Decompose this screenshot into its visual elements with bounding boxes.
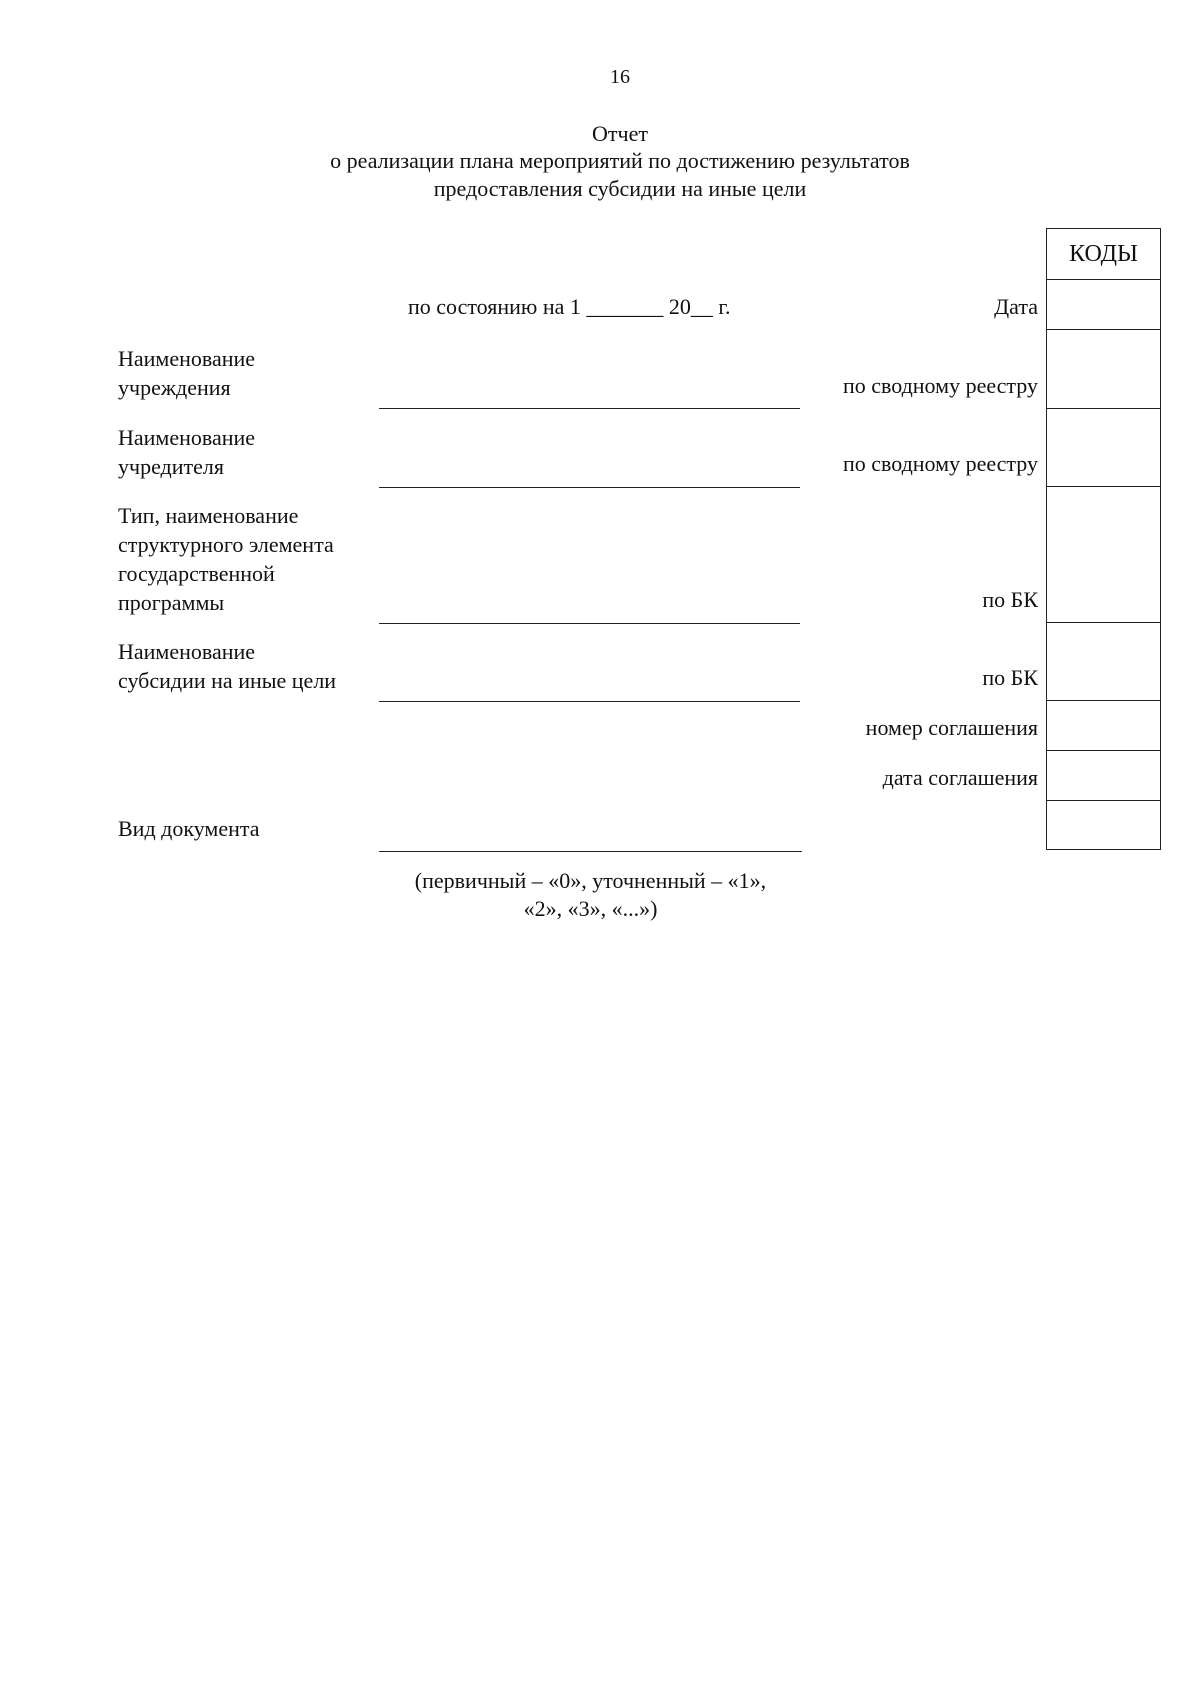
doc-type-note-line2: «2», «3», «...») <box>523 896 658 921</box>
code-cell-agreement-date[interactable] <box>1047 750 1160 800</box>
as-of-date: по состоянию на 1 _______ 20__ г. <box>408 294 731 319</box>
report-title: Отчет <box>592 121 648 146</box>
agreement-date-label: дата соглашения <box>882 765 1038 790</box>
bk-label-1: по БК <box>982 587 1038 612</box>
code-cell-registry-2[interactable] <box>1047 408 1160 486</box>
institution-label: Наименование учреждения <box>118 346 256 400</box>
registry-label-2: по сводному реестру <box>842 451 1038 476</box>
doc-type-label: Вид документа <box>118 816 260 841</box>
founder-line[interactable] <box>379 487 800 488</box>
date-label: Дата <box>994 294 1038 319</box>
subsidy-line[interactable] <box>379 701 800 702</box>
bk-label-2: по БК <box>982 665 1038 690</box>
institution-line[interactable] <box>379 408 800 409</box>
agreement-number-label: номер соглашения <box>865 715 1038 740</box>
code-cell-bk-1[interactable] <box>1047 486 1160 622</box>
founder-label: Наименование учредителя <box>118 425 256 479</box>
subsidy-label: Наименование субсидии на иные цели <box>118 639 337 693</box>
codes-table <box>1046 228 1161 850</box>
report-title-line2: о реализации плана мероприятий по достижению результатов <box>330 148 910 173</box>
code-cell-registry-1[interactable] <box>1047 329 1160 408</box>
doc-type-note-line1: (первичный – «0», уточненный – «1», <box>414 868 767 893</box>
doc-type-line[interactable] <box>379 851 802 852</box>
registry-label-1: по сводному реестру <box>842 373 1038 398</box>
page-number: 16 <box>610 66 630 88</box>
code-cell-doc-type[interactable] <box>1047 800 1160 849</box>
code-cell-bk-2[interactable] <box>1047 622 1160 700</box>
report-title-line3: предоставления субсидии на иные цели <box>433 176 807 201</box>
code-cell-agreement-number[interactable] <box>1047 700 1160 750</box>
program-element-label: Тип, наименование структурного элемента государственной программы <box>118 503 334 615</box>
code-cell-date[interactable] <box>1047 279 1160 329</box>
codes-header: КОДЫ <box>1069 241 1138 267</box>
program-element-line[interactable] <box>379 623 800 624</box>
